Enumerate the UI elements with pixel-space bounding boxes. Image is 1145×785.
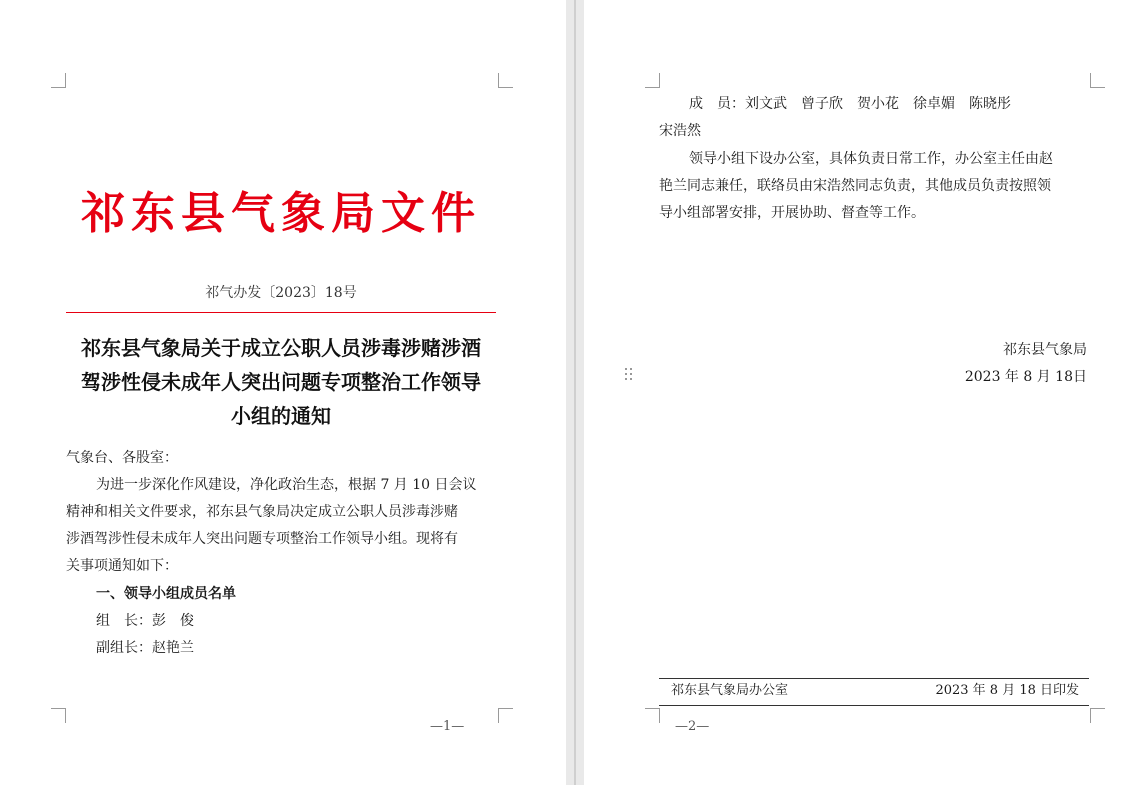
salutation: 气象台、各股室： (66, 450, 178, 466)
members-line: 成 员：刘文武 曾子欣 贺小花 徐卓媚 陈晓彤 (689, 96, 1011, 112)
signature-date: 2023 年 8 月 18日 (964, 369, 1087, 385)
body-line: 涉酒驾涉性侵未成年人突出问题专项整治工作领导小组。现将有 (66, 531, 458, 547)
footer-top-rule (659, 678, 1089, 679)
office-line: 领导小组下设办公室，具体负责日常工作，办公室主任由赵 (689, 151, 1053, 167)
footer-org: 祁东县气象局办公室 (671, 683, 789, 698)
red-divider (66, 312, 496, 313)
corner-mark (645, 708, 660, 723)
document-header: 祁东县气象局文件 (81, 188, 481, 239)
corner-mark (498, 708, 513, 723)
leader-line: 组 长：彭 俊 (96, 613, 194, 629)
body-line: 精神和相关文件要求，祁东县气象局决定成立公职人员涉毒涉赌 (66, 504, 458, 520)
signature-org: 祁东县气象局 (1003, 342, 1087, 358)
section-heading: 一、领导小组成员名单 (96, 586, 236, 602)
corner-mark (498, 73, 513, 88)
document-page-1 (0, 0, 566, 785)
members-continuation: 宋浩然 (659, 123, 701, 139)
office-line: 导小组部署安排，开展协助、督查等工作。 (659, 205, 925, 221)
page-number: —1— (430, 719, 465, 734)
document-number: 祁气办发〔2023〕18号 (205, 285, 357, 301)
corner-mark (645, 73, 660, 88)
footer-bottom-rule (659, 705, 1089, 706)
footer-date: 2023 年 8 月 18 日印发 (935, 683, 1079, 698)
corner-mark (1090, 708, 1105, 723)
document-title (66, 331, 496, 433)
body-line: 关事项通知如下： (66, 558, 178, 574)
corner-mark (51, 73, 66, 88)
page-gutter (566, 0, 584, 785)
title-line: 驾涉性侵未成年人突出问题专项整治工作领导 (81, 370, 481, 394)
corner-mark (1090, 73, 1105, 88)
body-line: 为进一步深化作风建设，净化政治生态，根据 7 月 10 日会议 (96, 477, 477, 493)
drag-handle-icon[interactable] (624, 367, 634, 383)
title-line: 祁东县气象局关于成立公职人员涉毒涉赌涉酒 (81, 336, 481, 360)
document-page-2 (584, 0, 1145, 785)
page-number: —2— (675, 719, 710, 734)
gutter-divider (574, 0, 576, 785)
corner-mark (51, 708, 66, 723)
office-line: 艳兰同志兼任，联络员由宋浩然同志负责，其他成员负责按照领 (659, 178, 1051, 194)
title-line: 小组的通知 (231, 404, 331, 428)
deputy-line: 副组长：赵艳兰 (96, 640, 194, 656)
